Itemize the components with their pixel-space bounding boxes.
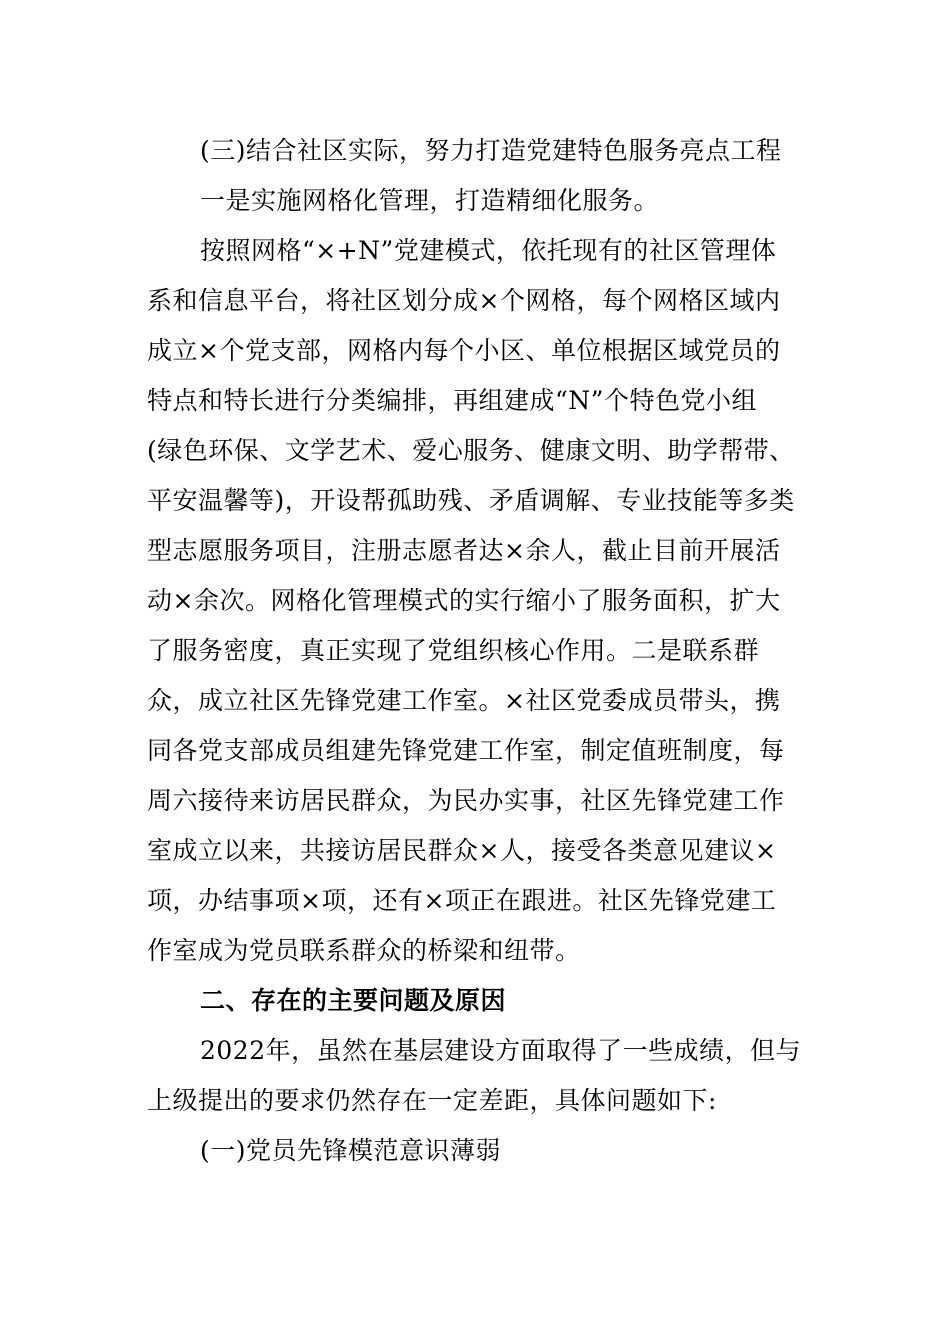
paragraph-line: 同各党支部成员组建先锋党建工作室，制定值班制度，每 [147, 736, 785, 765]
subsection-heading-3: (三)结合社区实际，努力打造党建特色服务亮点工程 [200, 136, 782, 165]
paragraph-line: 成立×个党支部，网格内每个小区、单位根据区域党员的 [147, 336, 781, 365]
paragraph-line: 室成立以来，共接访居民群众×人，接受各类意见建议× [147, 836, 777, 865]
paragraph-line: 了服务密度，真正实现了党组织核心作用。二是联系群 [147, 636, 760, 665]
paragraph-line: 型志愿服务项目，注册志愿者达×余人，截止目前开展活 [147, 536, 781, 565]
section-heading-2: 二、存在的主要问题及原因 [200, 986, 507, 1015]
paragraph-line: 周六接待来访居民群众，为民办实事，社区先锋党建工作 [147, 786, 785, 815]
paragraph-line: 动×余次。网格化管理模式的实行缩小了服务面积，扩大 [147, 586, 781, 615]
paragraph-line: 作室成为党员联系群众的桥梁和纽带。 [147, 936, 581, 965]
subsection-heading-1: (一)党员先锋模范意识薄弱 [200, 1136, 502, 1165]
paragraph-line: 系和信息平台，将社区划分成×个网格，每个网格区域内 [147, 286, 781, 315]
paragraph-line: (绿色环保、文学艺术、爱心服务、健康文明、助学帮带、 [147, 436, 795, 465]
paragraph-line: 上级提出的要求仍然存在一定差距，具体问题如下: [147, 1086, 717, 1115]
paragraph-line: 平安温馨等)，开设帮孤助残、矛盾调解、专业技能等多类 [147, 486, 795, 515]
paragraph-line: 一是实施网格化管理，打造精细化服务。 [200, 186, 660, 215]
paragraph-line: 众，成立社区先锋党建工作室。×社区党委成员带头，携 [147, 686, 781, 715]
paragraph-line: 特点和特长进行分类编排，再组建成“N”个特色党小组 [147, 386, 757, 415]
paragraph-line: 2022年，虽然在基层建设方面取得了一些成绩，但与 [200, 1036, 802, 1065]
paragraph-line: 按照网格“×+N”党建模式，依托现有的社区管理体 [200, 236, 777, 265]
paragraph-line: 项，办结事项×项，还有×项正在跟进。社区先锋党建工 [147, 886, 777, 915]
